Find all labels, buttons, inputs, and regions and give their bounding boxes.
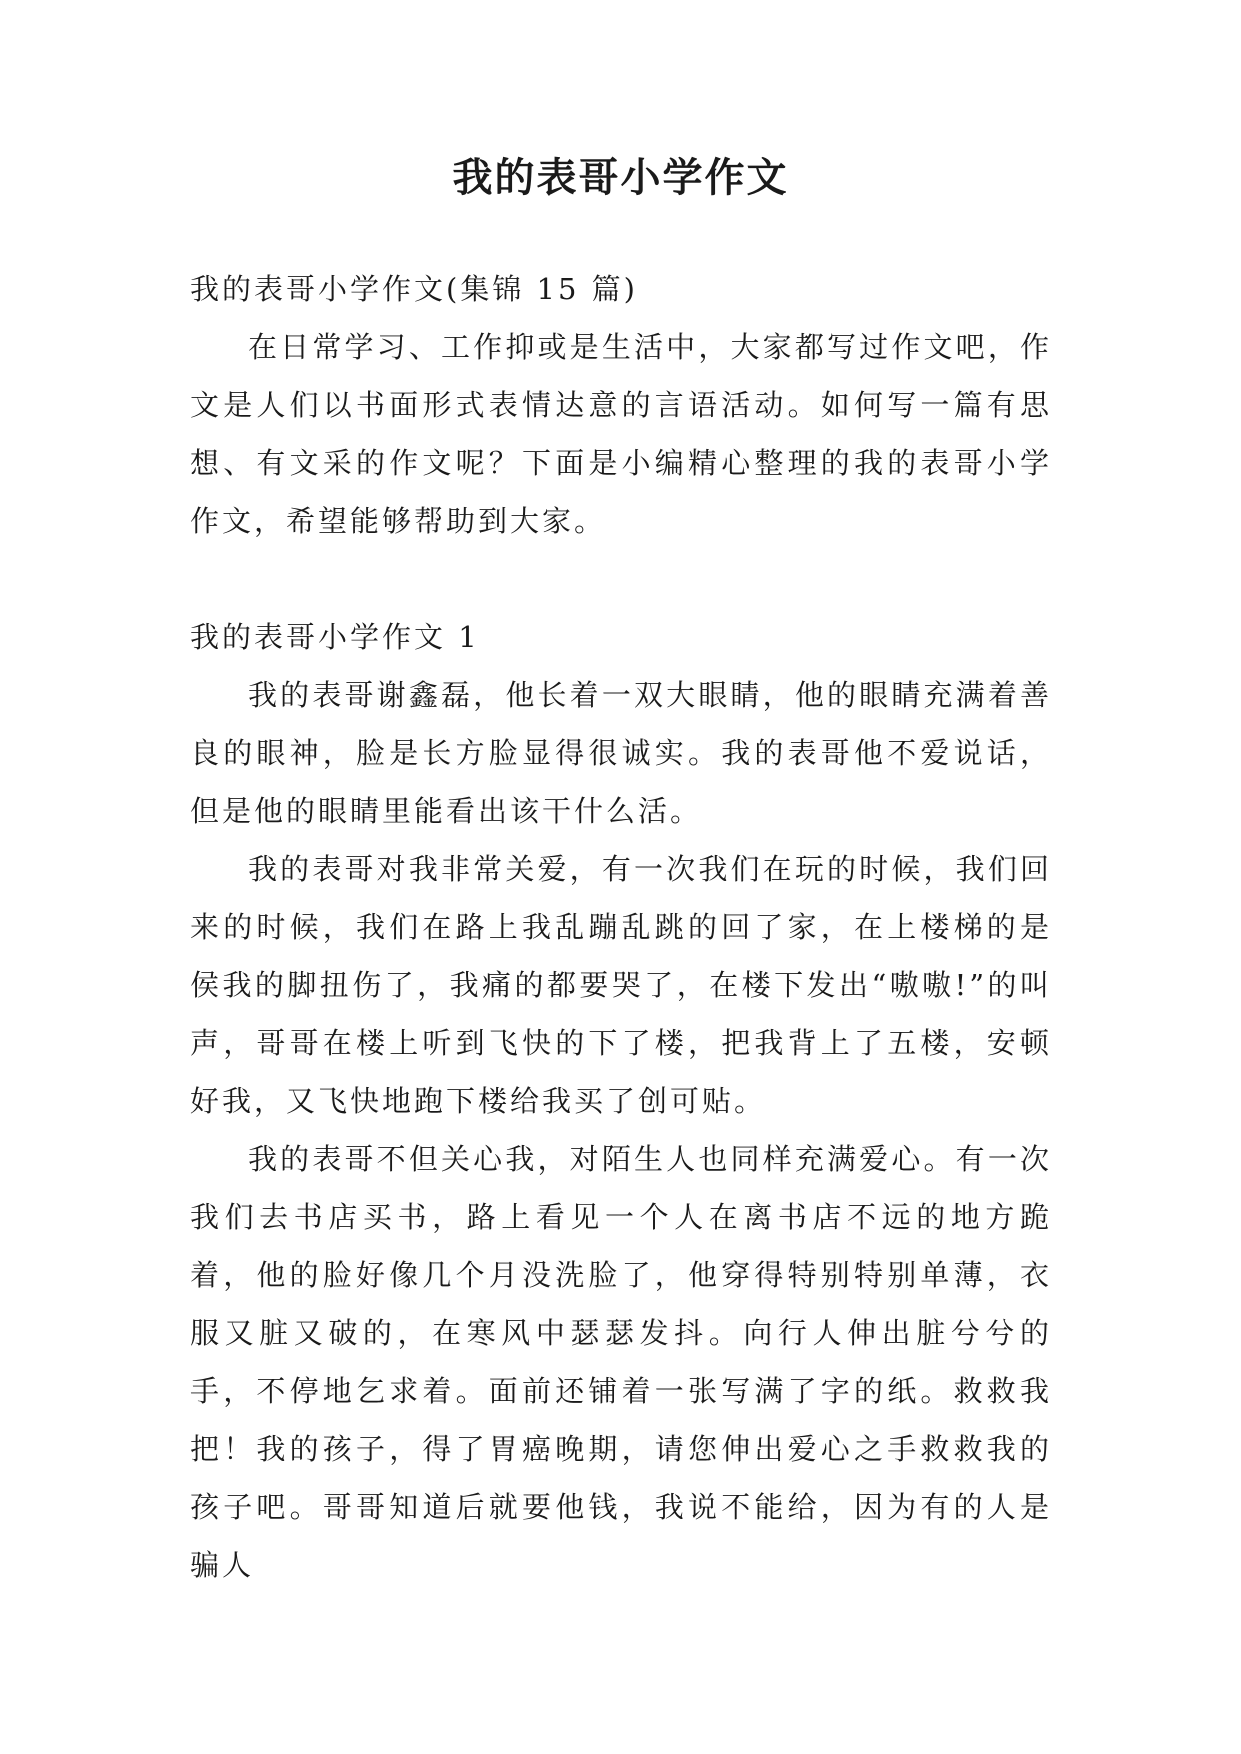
document-body — [190, 260, 1052, 1594]
section-heading: 我的表哥小学作文 1 — [190, 620, 480, 654]
body-paragraph-3: 我的表哥不但关心我，对陌生人也同样充满爱心。有一次我们去书店买书，路上看见一个人在离书店不远的地方跪着，他的脸好像几个月没洗脸了，他穿得特别特别单薄，衣服又脏又破的，在寒风中瑟瑟发抖。向行人伸出脏兮兮的手，不停地乞求着。面前还铺着一张写满了字的纸。救救我把！我的孩子，得了胃癌晚期，请您伸出爱心之手救救我的孩子吧。哥哥知道后就要他钱，我说不能给，因为有的人是骗人 — [190, 1142, 1052, 1582]
body-paragraph-2: 我的表哥对我非常关爱，有一次我们在玩的时候，我们回来的时候，我们在路上我乱蹦乱跳的回了家，在上楼梯的是侯我的脚扭伤了，我痛的都要哭了，在楼下发出“嗷嗷!”的叫声，哥哥在楼上听到飞快的下了楼，把我背上了五楼，安顿好我，又飞快地跑下楼给我买了创可贴。 — [190, 852, 1052, 1118]
document-title: 我的表哥小学作文 — [452, 154, 789, 201]
document-subtitle: 我的表哥小学作文(集锦 15 篇) — [190, 272, 638, 306]
intro-paragraph: 在日常学习、工作抑或是生活中，大家都写过作文吧，作文是人们以书面形式表情达意的言语活动。如何写一篇有思想、有文采的作文呢？下面是小编精心整理的我的表哥小学作文，希望能够帮助到大家。 — [190, 330, 1052, 538]
body-paragraph-1: 我的表哥谢鑫磊，他长着一双大眼睛，他的眼睛充满着善良的眼神，脸是长方脸显得很诚实。我的表哥他不爱说话，但是他的眼睛里能看出该干什么活。 — [190, 678, 1052, 828]
